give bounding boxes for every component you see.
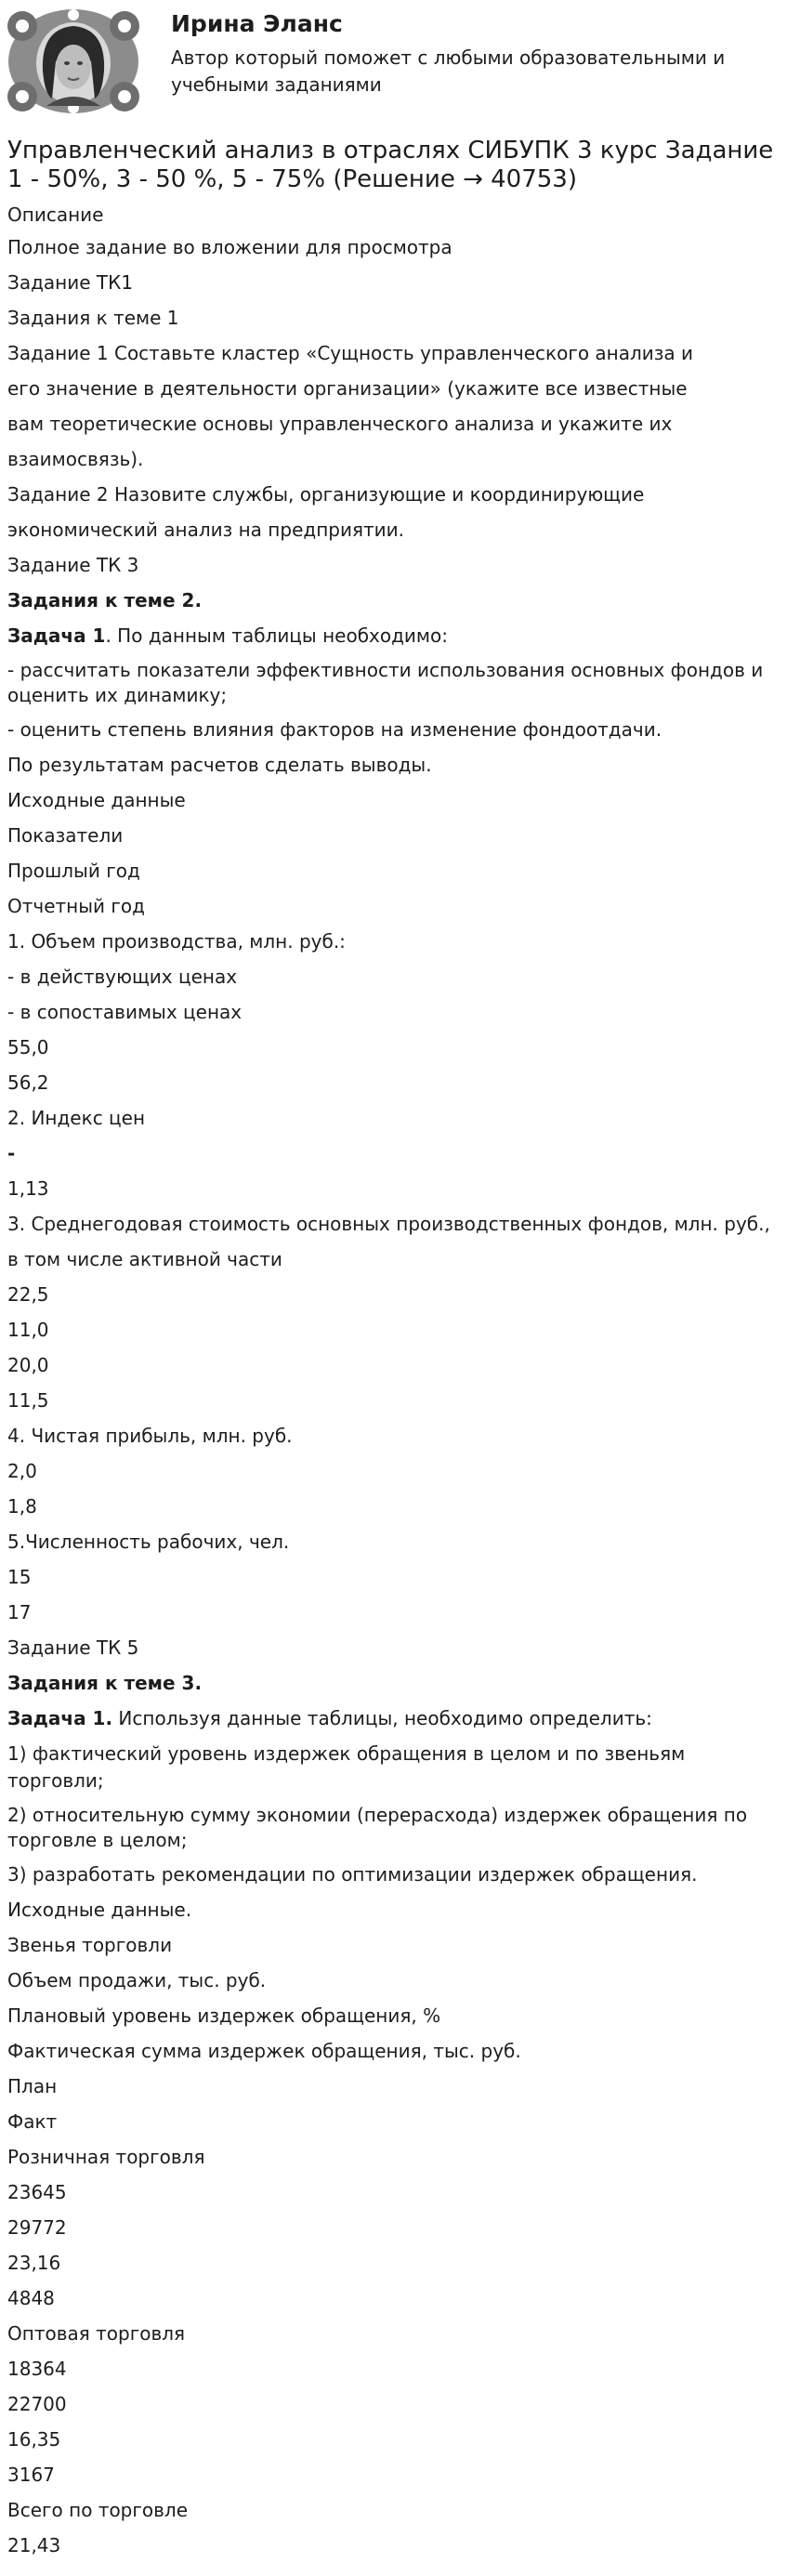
line-text: взаимосвязь).	[7, 448, 144, 470]
bold-text: Задача 1	[7, 624, 106, 647]
description-line	[7, 1997, 780, 2032]
description-line	[7, 1488, 780, 1523]
line-text: Звенья торговли	[7, 1934, 173, 1956]
author-name[interactable]: Ирина Эланс	[171, 10, 343, 37]
description-line	[7, 852, 780, 887]
line-text: в том числе активной части	[7, 1248, 282, 1270]
description-line	[7, 335, 780, 370]
line-text: 11,0	[7, 1319, 49, 1341]
description-line	[7, 1700, 780, 1735]
line-text: 23645	[7, 2181, 67, 2203]
description-line	[7, 2350, 780, 2385]
description-line	[7, 711, 780, 746]
bold-text: Задания к теме 3.	[7, 1672, 203, 1694]
description-line	[7, 1029, 780, 1064]
line-text: Задание ТК 3	[7, 554, 139, 576]
line-text: - в сопоставимых ценах	[7, 1001, 243, 1023]
description-line	[7, 582, 780, 617]
description-line	[7, 1962, 780, 1997]
line-text: Оптовая торговля	[7, 2322, 186, 2345]
line-text: 21,43	[7, 2534, 61, 2556]
line-text: Отчетный год	[7, 895, 145, 917]
line-text: Исходные данные	[7, 789, 186, 811]
line-text: 2. Индекс цен	[7, 1107, 146, 1129]
description-line	[7, 476, 780, 511]
line-text: Фактическая сумма издержек обращения, тыс. руб.	[7, 2040, 521, 2062]
description-line	[7, 2068, 780, 2103]
line-text: 15	[7, 1566, 32, 1588]
line-text: Используя данные таблицы, необходимо определить:	[112, 1707, 652, 1729]
description-line	[7, 2280, 780, 2315]
line-text: - рассчитать показатели эффективности использования основных фондов и оценить их динамику;	[7, 659, 764, 706]
description-line	[7, 2315, 780, 2350]
description-line	[7, 1891, 780, 1926]
description-line	[7, 370, 780, 405]
line-text: Исходные данные.	[7, 1899, 192, 1921]
line-text: 55,0	[7, 1036, 49, 1058]
description-label: Описание	[7, 204, 104, 226]
line-text: Задания к теме 1	[7, 307, 179, 329]
page-title: Управленческий анализ в отраслях СИБУПК 3 курс Задание 1 - 50%, 3 - 50 %, 5 - 75% (Решение → 40753)	[7, 137, 774, 193]
line-text: 16,35	[7, 2428, 61, 2451]
description-line	[7, 1523, 780, 1558]
line-text: Задание ТК 5	[7, 1636, 139, 1659]
line-text: 1,13	[7, 1177, 49, 1200]
description-line	[7, 782, 780, 817]
line-text: 18364	[7, 2358, 67, 2380]
line-text: . По данным таблицы необходимо:	[105, 624, 448, 647]
author-header	[0, 0, 787, 125]
description-line	[7, 2527, 780, 2562]
line-text: Розничная торговля	[7, 2146, 205, 2168]
bold-text: Задания к теме 2.	[7, 589, 203, 611]
description-line	[7, 617, 780, 652]
description-line	[7, 923, 780, 958]
description-line	[7, 1099, 780, 1135]
description-line	[7, 1205, 780, 1241]
line-text: Полное задание во вложении для просмотра	[7, 236, 453, 258]
description-body	[7, 229, 780, 2562]
description-line	[7, 1926, 780, 1962]
description-line	[7, 887, 780, 923]
author-description: Автор который поможет с любыми образовательными и учебными заданиями	[171, 46, 726, 96]
bold-text: -	[7, 1142, 16, 1164]
bold-text: Задача 1.	[7, 1707, 113, 1729]
description-line	[7, 1170, 780, 1205]
description-line	[7, 993, 780, 1029]
line-text: 29772	[7, 2216, 67, 2239]
description-line	[7, 1735, 780, 1797]
description-line	[7, 1594, 780, 1629]
line-text: его значение в деятельности организации» (укажите все известные	[7, 377, 688, 400]
description-line	[7, 2456, 780, 2491]
line-text: 3) разработать рекомендации по оптимизации издержек обращения.	[7, 1863, 698, 1886]
description-line	[7, 1558, 780, 1594]
description-line	[7, 1276, 780, 1311]
line-text: Плановый уровень издержек обращения, %	[7, 2004, 441, 2027]
line-text: 3. Среднегодовая стоимость основных производственных фондов, млн. руб.,	[7, 1213, 770, 1235]
description-line	[7, 2103, 780, 2138]
line-text: 1) фактический уровень издержек обращения в целом и по звеньям торговли;	[7, 1742, 686, 1792]
line-text: 22,5	[7, 1283, 49, 1306]
description-line	[7, 1311, 780, 1347]
line-text: - в действующих ценах	[7, 966, 238, 988]
line-text: 11,5	[7, 1389, 49, 1412]
line-text: Задание ТК1	[7, 271, 134, 294]
description-line	[7, 1382, 780, 1417]
description-line	[7, 1664, 780, 1700]
line-text: 23,16	[7, 2252, 61, 2274]
description-line	[7, 1417, 780, 1452]
line-text: 17	[7, 1601, 32, 1623]
description-line	[7, 440, 780, 476]
description-line	[7, 2032, 780, 2068]
description-line	[7, 229, 780, 264]
description-line	[7, 546, 780, 582]
line-text: По результатам расчетов сделать выводы.	[7, 754, 432, 776]
description-line	[7, 2174, 780, 2209]
description-line	[7, 2138, 780, 2174]
line-text: - оценить степень влияния факторов на изменение фондоотдачи.	[7, 718, 662, 741]
description-line	[7, 1856, 780, 1891]
description-line	[7, 2209, 780, 2244]
line-text: Факт	[7, 2110, 58, 2133]
task-content	[0, 137, 787, 2562]
line-text: Задание 1 Составьте кластер «Сущность управленческого анализа и	[7, 342, 694, 364]
description-line	[7, 405, 780, 440]
avatar-image	[6, 6, 141, 117]
description-line	[7, 1452, 780, 1488]
line-text: Прошлый год	[7, 860, 140, 882]
line-text: 4848	[7, 2287, 55, 2309]
description-line	[7, 958, 780, 993]
line-text: Задание 2 Назовите службы, организующие и координирующие	[7, 483, 645, 506]
description-line	[7, 652, 780, 711]
line-text: Показатели	[7, 824, 124, 847]
description-line	[7, 1241, 780, 1276]
line-text: 1. Объем производства, млн. руб.:	[7, 930, 346, 953]
line-text: Объем продажи, тыс. руб.	[7, 1969, 267, 1991]
description-line	[7, 2491, 780, 2527]
description-line	[7, 817, 780, 852]
line-text: 2,0	[7, 1460, 37, 1482]
line-text: 56,2	[7, 1071, 49, 1094]
description-line	[7, 1064, 780, 1099]
description-line	[7, 1135, 780, 1170]
line-text: 20,0	[7, 1354, 49, 1376]
description-line	[7, 511, 780, 546]
description-line	[7, 1347, 780, 1382]
line-text: 3167	[7, 2464, 55, 2486]
description-line	[7, 2385, 780, 2421]
description-line	[7, 299, 780, 335]
line-text: 1,8	[7, 1495, 37, 1518]
line-text: 22700	[7, 2393, 67, 2415]
line-text: Всего по торговле	[7, 2499, 188, 2521]
description-line	[7, 264, 780, 299]
description-line	[7, 746, 780, 782]
description-line	[7, 2244, 780, 2280]
line-text: 4. Чистая прибыль, млн. руб.	[7, 1425, 293, 1447]
line-text: экономический анализ на предприятии.	[7, 519, 405, 541]
author-avatar[interactable]	[6, 6, 141, 117]
description-line	[7, 1629, 780, 1664]
line-text: План	[7, 2075, 58, 2097]
description-line	[7, 2421, 780, 2456]
description-line	[7, 1797, 780, 1856]
line-text: вам теоретические основы управленческого анализа и укажите их	[7, 413, 673, 435]
line-text: 2) относительную сумму экономии (перерасхода) издержек обращения по торговле в целом;	[7, 1804, 748, 1851]
line-text: 5.Численность рабочих, чел.	[7, 1531, 290, 1553]
